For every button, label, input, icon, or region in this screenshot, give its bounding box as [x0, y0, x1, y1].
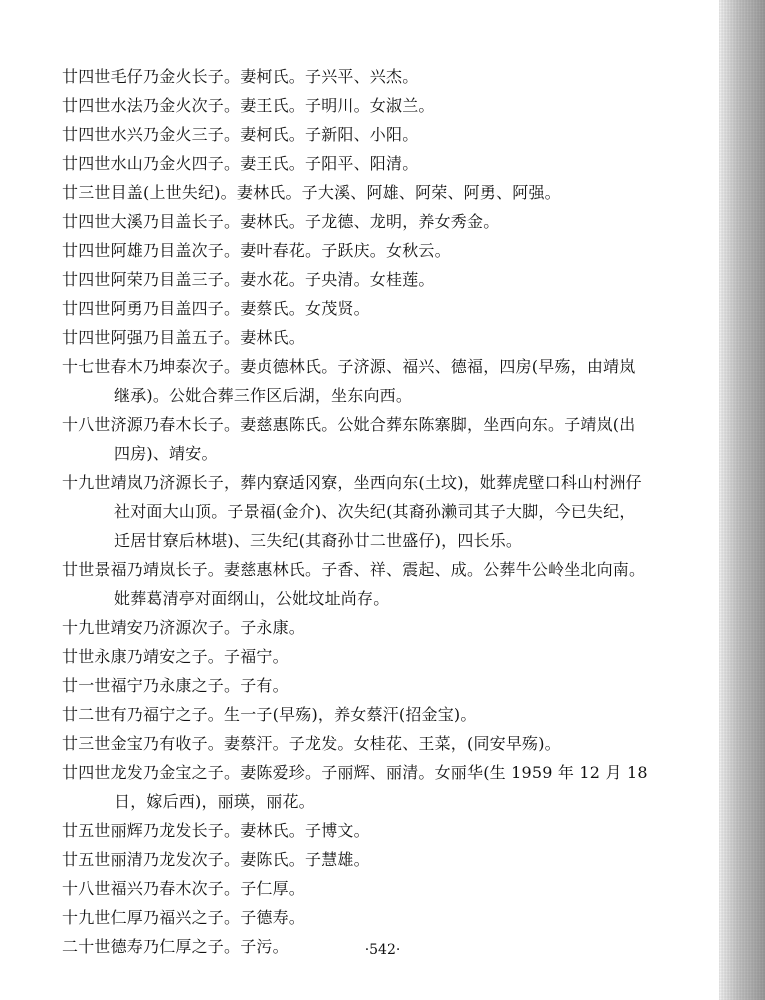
genealogy-text-block	[62, 62, 722, 961]
text-line-continuation: 社对面大山顶。子景福(金介)、次失纪(其裔孙濑司其子大脚，今已失纪，	[114, 502, 636, 521]
text-line: 廿四世水法乃金火次子。妻王氏。子明川。女淑兰。	[62, 96, 435, 115]
text-line: 廿五世丽辉乃龙发长子。妻林氏。子博文。	[62, 821, 370, 840]
text-line-continuation: 迁居甘寮后林堪)、三失纪(其裔孙廿二世盛仔)，四长乐。	[114, 531, 523, 550]
text-line: 廿四世毛仔乃金火长子。妻柯氏。子兴平、兴杰。	[62, 67, 419, 86]
text-line-continuation: 日，嫁后西)，丽瑛，丽花。	[114, 792, 315, 811]
text-line-continuation: 妣葬葛清亭对面纲山，公妣坟址尚存。	[114, 589, 390, 608]
text-line: 廿五世丽清乃龙发次子。妻陈氏。子慧雄。	[62, 850, 370, 869]
text-line: 廿四世水兴乃金火三子。妻柯氏。子新阳、小阳。	[62, 125, 419, 144]
text-line: 十九世仁厚乃福兴之子。子德寿。	[62, 908, 306, 927]
text-line: 廿四世水山乃金火四子。妻王氏。子阳平、阳清。	[62, 154, 419, 173]
text-line: 廿三世目盖(上世失纪)。妻林氏。子大溪、阿雄、阿荣、阿勇、阿强。	[62, 183, 561, 202]
text-line: 十八世福兴乃春木次子。子仁厚。	[62, 879, 306, 898]
text-line: 十七世春木乃坤泰次子。妻贞德林氏。子济源、福兴、德福，四房(早殇，由靖岚	[62, 357, 636, 376]
text-line: 十九世靖岚乃济源长子，葬内寮适冈寮，坐西向东(土坟)，妣葬虎壁口科山村洲仔	[62, 473, 642, 492]
text-line: 二十世德寿乃仁厚之子。子污。	[62, 937, 289, 956]
text-line: 廿二世有乃福宁之子。生一子(早殇)，养女蔡汗(招金宝)。	[62, 705, 477, 724]
text-line: 廿四世阿荣乃目盖三子。妻水花。子央清。女桂莲。	[62, 270, 435, 289]
text-line: 十八世济源乃春木长子。妻慈惠陈氏。公妣合葬东陈寨脚，坐西向东。子靖岚(出	[62, 415, 636, 434]
text-line: 廿世永康乃靖安之子。子福宁。	[62, 647, 289, 666]
text-line: 廿一世福宁乃永康之子。子有。	[62, 676, 289, 695]
page-number: ·542·	[364, 942, 401, 958]
text-line: 廿四世阿强乃目盖五子。妻林氏。	[62, 328, 306, 347]
text-line: 廿三世金宝乃有收子。妻蔡汗。子龙发。女桂花、王菜，(同安早殇)。	[62, 734, 561, 753]
text-line: 廿四世阿勇乃目盖四子。妻蔡氏。女茂贤。	[62, 299, 370, 318]
text-line: 廿四世大溪乃目盖长子。妻林氏。子龙德、龙明，养女秀金。	[62, 212, 500, 231]
text-line: 廿四世阿雄乃目盖次子。妻叶春花。子跃庆。女秋云。	[62, 241, 451, 260]
text-line: 十九世靖安乃济源次子。子永康。	[62, 618, 306, 637]
text-line: 廿四世龙发乃金宝之子。妻陈爱珍。子丽辉、丽清。女丽华(生 1959 年 12 月 18	[62, 763, 648, 782]
text-line: 廿世景福乃靖岚长子。妻慈惠林氏。子香、祥、震起、成。公葬牛公岭坐北向南。	[62, 560, 646, 579]
scan-edge-texture	[719, 0, 765, 1000]
text-line-continuation: 四房)、靖安。	[114, 444, 218, 463]
text-line-continuation: 继承)。公妣合葬三作区后湖，坐东向西。	[114, 386, 413, 405]
